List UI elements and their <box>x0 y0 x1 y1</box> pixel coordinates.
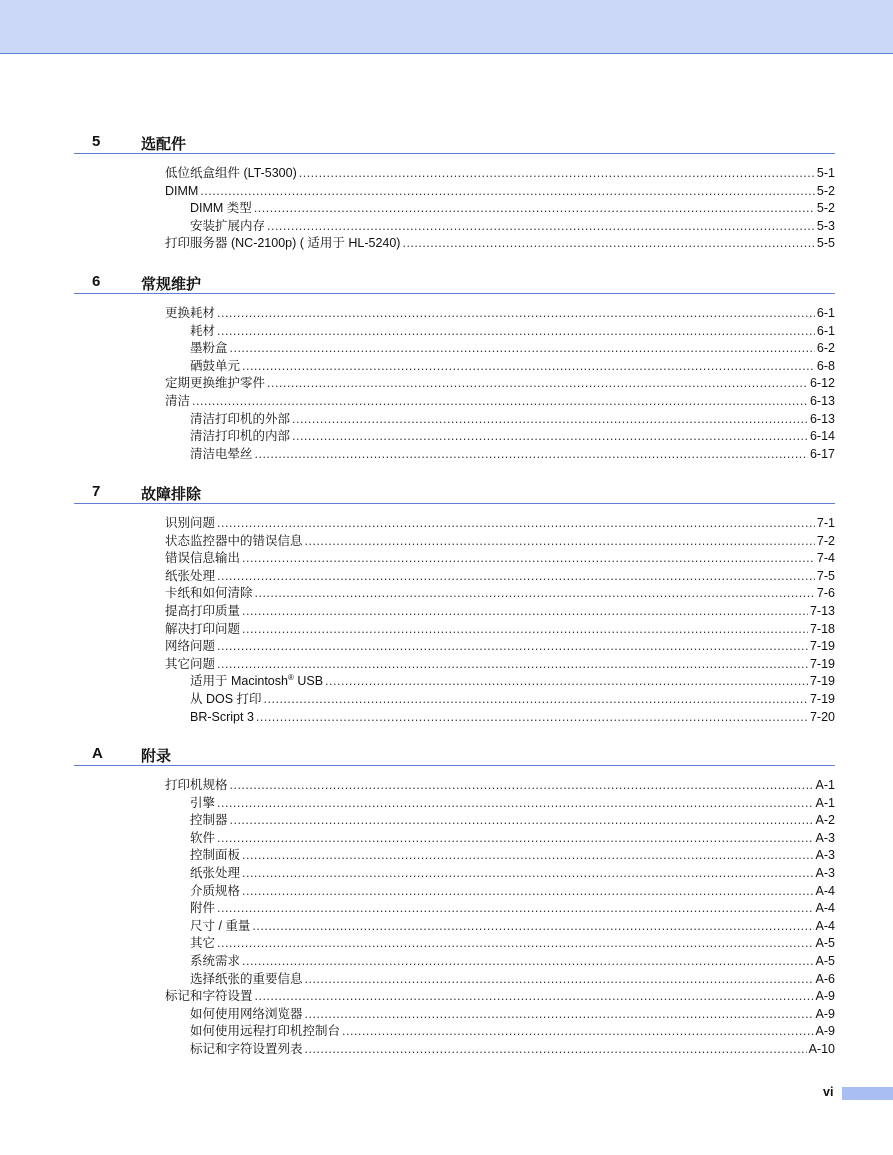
toc-entry[interactable] <box>74 515 835 533</box>
toc-entry-text: 如何使用网络浏览器 <box>190 1006 303 1021</box>
toc-entry-label <box>190 446 253 464</box>
toc-entry-page: 7-6 <box>816 586 835 601</box>
toc-entry-page: A-1 <box>815 795 835 810</box>
toc-entry[interactable] <box>74 358 835 376</box>
toc-entry-text: 系统需求 <box>190 953 241 968</box>
dot-leader <box>305 533 815 551</box>
dot-leader <box>305 971 814 989</box>
toc-entry[interactable] <box>74 393 835 411</box>
toc-entry-label <box>190 218 265 236</box>
chapter-title[interactable]: 故障排除 <box>141 486 202 503</box>
toc-entry-text: 卡纸和如何清除 <box>165 586 253 601</box>
toc-entry-label <box>165 393 190 411</box>
toc-entry-text: 介质规格 <box>190 883 241 898</box>
dot-leader <box>242 550 815 568</box>
toc-entry[interactable] <box>74 603 835 621</box>
toc-entry[interactable] <box>74 200 835 218</box>
toc-entry-page: A-4 <box>815 883 835 898</box>
toc-entry-text: 安装扩展内存 <box>190 218 266 233</box>
toc-entry-page: 7-19 <box>809 639 835 654</box>
toc-entry-label <box>190 200 252 218</box>
toc-entry[interactable] <box>74 638 835 656</box>
registered-mark: ® <box>287 673 294 683</box>
toc-entry-text: DIMM <box>165 183 199 198</box>
dot-leader <box>217 935 814 953</box>
chapter-title[interactable]: 附录 <box>141 748 172 765</box>
toc-entry[interactable] <box>74 847 835 865</box>
toc-entry-page: 7-5 <box>816 568 835 583</box>
page-number: vi <box>823 1085 834 1099</box>
chapter-5 <box>74 133 835 253</box>
dot-leader <box>217 568 815 586</box>
dot-leader <box>242 865 814 883</box>
toc-entry-text: 错误信息输出 <box>165 551 241 566</box>
toc-entry-page: 5-2 <box>816 201 835 216</box>
toc-entry-page: 6-13 <box>809 411 835 426</box>
toc-entry-label <box>190 323 215 341</box>
chapter-heading <box>74 483 835 504</box>
toc-entry-label <box>190 691 262 709</box>
toc-entry-label <box>190 918 250 936</box>
dot-leader <box>252 918 813 936</box>
toc-entry-text: 控制器 <box>190 813 228 828</box>
toc-entry-page: A-5 <box>815 936 835 951</box>
toc-entry-label <box>190 1023 340 1041</box>
toc-entry[interactable] <box>74 585 835 603</box>
toc-entry-page: 6-1 <box>816 323 835 338</box>
dot-leader <box>402 235 814 253</box>
toc-entry-page: 6-12 <box>809 376 835 391</box>
toc-entry-page: A-6 <box>815 971 835 986</box>
dot-leader <box>305 1006 814 1024</box>
toc-entry-text: 适用于 Macintosh <box>190 674 288 689</box>
toc-entry-page: A-3 <box>815 848 835 863</box>
toc-entry-label <box>190 935 215 953</box>
toc-entry-page: 7-4 <box>816 551 835 566</box>
entry-list <box>74 165 835 253</box>
toc-entry-text: 标记和字符设置 <box>165 989 253 1004</box>
toc-entry-page: A-2 <box>815 813 835 828</box>
toc-entry-text: 硒鼓单元 <box>190 358 241 373</box>
toc-entry-text: 状态监控器中的错误信息 <box>165 533 303 548</box>
toc-entry-text: 提高打印质量 <box>165 603 241 618</box>
toc-entry[interactable] <box>74 795 835 813</box>
toc-entry[interactable] <box>74 550 835 568</box>
toc-entry[interactable] <box>74 656 835 674</box>
toc-entry-page: A-10 <box>808 1041 835 1056</box>
toc-entry[interactable] <box>74 1006 835 1024</box>
toc-entry-text: 软件 <box>190 830 216 845</box>
toc-entry-text: 其它 <box>190 936 216 951</box>
toc-entry[interactable] <box>74 830 835 848</box>
toc-entry[interactable] <box>74 777 835 795</box>
toc-entry-page: 6-14 <box>809 429 835 444</box>
toc-entry-label <box>165 621 240 639</box>
toc-entry-text: 选择纸张的重要信息 <box>190 971 303 986</box>
toc-entry-label <box>165 988 253 1006</box>
toc-entry-text: 清洁 <box>165 393 191 408</box>
toc-entry-page: 7-19 <box>809 656 835 671</box>
dot-leader <box>267 375 808 393</box>
dot-leader <box>267 218 815 236</box>
dot-leader <box>242 883 814 901</box>
dot-leader <box>292 411 808 429</box>
dot-leader <box>230 777 814 795</box>
chapter-heading <box>74 133 835 154</box>
toc-entry-page: A-1 <box>815 778 835 792</box>
toc-entry-page: 6-8 <box>816 358 835 373</box>
toc-entry[interactable] <box>74 446 835 464</box>
toc-entry-label <box>165 533 303 551</box>
toc-entry-page: 5-1 <box>816 166 835 180</box>
toc-entry-label <box>190 971 303 989</box>
dot-leader <box>242 953 814 971</box>
toc-entry-text: 定期更换维护零件 <box>165 376 266 391</box>
toc-entry-text: 如何使用远程打印机控制台 <box>190 1024 341 1039</box>
toc-entry-text: 解决打印问题 <box>165 621 241 636</box>
toc-entry[interactable] <box>74 691 835 709</box>
toc-entry[interactable] <box>74 900 835 918</box>
toc-entry-text: 清洁打印机的内部 <box>190 429 291 444</box>
toc-entry[interactable] <box>74 568 835 586</box>
toc-entry[interactable] <box>74 411 835 429</box>
entry-list <box>74 305 835 463</box>
toc-entry[interactable] <box>74 428 835 446</box>
dot-leader <box>264 691 808 709</box>
toc-entry[interactable] <box>74 988 835 1006</box>
toc-entry-label <box>165 550 240 568</box>
dot-leader <box>292 428 808 446</box>
toc-entry-text: 网络问题 <box>165 639 216 654</box>
toc-entry-page: 7-18 <box>809 621 835 636</box>
toc-entry-text: 清洁打印机的外部 <box>190 411 291 426</box>
toc-entry[interactable] <box>74 183 835 201</box>
toc-entry-text-suffix: USB <box>293 674 324 689</box>
toc-entry[interactable] <box>74 375 835 393</box>
toc-entry-text: 打印服务器 (NC-2100p) ( 适用于 HL-5240) <box>165 236 401 251</box>
toc-entry[interactable] <box>74 533 835 551</box>
dot-leader <box>230 812 814 830</box>
header-band <box>0 0 893 54</box>
toc-entry-page: 5-2 <box>816 183 835 198</box>
chapter-6 <box>74 273 835 463</box>
toc-entry-page: 7-19 <box>809 674 835 689</box>
toc-entry-label <box>165 603 240 621</box>
toc-entry-text: 其它问题 <box>165 656 216 671</box>
toc-entry[interactable] <box>74 812 835 830</box>
toc-entry-label <box>165 375 265 393</box>
toc-entry-page: 6-2 <box>816 341 835 356</box>
toc-entry-text: 引擎 <box>190 795 216 810</box>
entry-list <box>74 777 835 1059</box>
toc-entry-label <box>190 428 290 446</box>
toc-entry[interactable] <box>74 883 835 901</box>
toc-entry-label <box>165 165 297 183</box>
chapter-7 <box>74 483 835 726</box>
dot-leader <box>254 200 815 218</box>
dot-leader <box>242 847 814 865</box>
dot-leader <box>217 305 815 323</box>
toc-entry-text: 纸张处理 <box>165 568 216 583</box>
dot-leader <box>242 358 815 376</box>
toc-entry-label <box>190 953 240 971</box>
toc-entry-label <box>190 795 215 813</box>
dot-leader <box>255 446 808 464</box>
toc-entry-page: 5-5 <box>816 236 835 251</box>
toc-entry-text: 低位纸盒组件 (LT-5300) <box>165 166 297 180</box>
toc-entry-label <box>190 830 215 848</box>
toc-entry-text: 打印机规格 <box>165 778 228 792</box>
toc-entry[interactable] <box>74 935 835 953</box>
dot-leader <box>299 165 815 183</box>
chapter-heading <box>74 745 835 766</box>
toc-entry[interactable] <box>74 709 835 727</box>
toc-entry-text: 标记和字符设置列表 <box>190 1041 303 1056</box>
toc-entry-page: A-4 <box>815 918 835 933</box>
toc-entry-label <box>190 812 228 830</box>
dot-leader <box>200 183 815 201</box>
toc-entry[interactable] <box>74 218 835 236</box>
toc-entry-label <box>165 777 228 795</box>
dot-leader <box>342 1023 814 1041</box>
toc-entry-label <box>165 183 198 201</box>
chapter-title[interactable]: 选配件 <box>141 136 187 153</box>
toc-entry[interactable] <box>74 1041 835 1059</box>
toc-entry-text: 耗材 <box>190 323 216 338</box>
toc-entry-label <box>165 305 215 323</box>
toc-entry-label <box>190 865 240 883</box>
chapter-number: 5 <box>92 133 101 150</box>
toc-entry-text: 附件 <box>190 901 216 916</box>
dot-leader <box>217 515 815 533</box>
toc-entry-text: BR-Script 3 <box>190 709 254 724</box>
toc-entry[interactable] <box>74 235 835 253</box>
toc-entry-text: 墨粉盒 <box>190 341 228 356</box>
toc-entry-text: 识别问题 <box>165 516 216 530</box>
toc-entry-page: 6-1 <box>816 306 835 320</box>
toc-entry-page: A-9 <box>815 1024 835 1039</box>
toc-entry-label <box>190 900 215 918</box>
toc-entry-label <box>190 847 240 865</box>
chapter-heading <box>74 273 835 294</box>
toc-entry-page: A-3 <box>815 830 835 845</box>
toc-entry-page: A-3 <box>815 865 835 880</box>
toc-entry-label <box>190 883 240 901</box>
toc-entry[interactable] <box>74 165 835 183</box>
toc-entry[interactable] <box>74 673 835 691</box>
dot-leader <box>255 585 815 603</box>
dot-leader <box>305 1041 807 1059</box>
dot-leader <box>217 900 814 918</box>
entry-list <box>74 515 835 726</box>
toc-entry-page: 6-17 <box>809 446 835 461</box>
toc-entry[interactable] <box>74 918 835 936</box>
toc-entry-label <box>165 235 400 253</box>
toc-entry-page: 7-19 <box>809 691 835 706</box>
toc-entry-text: DIMM 类型 <box>190 201 252 216</box>
chapter-number: 6 <box>92 273 101 290</box>
toc-entry-label <box>165 515 215 533</box>
toc-entry-label <box>190 673 323 691</box>
toc-entry-page: A-9 <box>815 1006 835 1021</box>
toc-entry[interactable] <box>74 340 835 358</box>
toc-entry[interactable] <box>74 621 835 639</box>
toc-entry-label <box>190 340 228 358</box>
toc-entry-page: A-4 <box>815 901 835 916</box>
chapter-number: A <box>92 745 103 762</box>
toc-entry-label <box>190 1041 303 1059</box>
dot-leader <box>217 795 814 813</box>
toc-entry-page: A-9 <box>815 989 835 1004</box>
toc-entry-label <box>165 568 215 586</box>
dot-leader <box>230 340 815 358</box>
toc-entry-text: 尺寸 / 重量 <box>190 918 251 933</box>
toc-entry-page: A-5 <box>815 953 835 968</box>
toc-entry-text: 从 DOS 打印 <box>190 691 262 706</box>
toc-entry-page: 7-1 <box>816 516 835 530</box>
toc-entry-label <box>190 358 240 376</box>
toc-entry-text: 清洁电晕丝 <box>190 446 253 461</box>
dot-leader <box>217 830 814 848</box>
toc-entry-page: 6-13 <box>809 393 835 408</box>
dot-leader <box>217 323 815 341</box>
toc-entry[interactable] <box>74 865 835 883</box>
toc-entry[interactable] <box>74 305 835 323</box>
toc-entry-label <box>190 709 254 727</box>
toc-entry-label <box>190 411 290 429</box>
toc-entry-page: 5-3 <box>816 218 835 233</box>
toc-entry-page: 7-13 <box>809 603 835 618</box>
chapter-number: 7 <box>92 483 101 500</box>
chapter-appendix <box>74 745 835 1059</box>
toc-entry-text: 控制面板 <box>190 848 241 863</box>
dot-leader <box>242 621 808 639</box>
toc-entry-label <box>165 638 215 656</box>
footer-tab <box>842 1087 893 1100</box>
toc-entry-text: 纸张处理 <box>190 865 241 880</box>
toc-entry-page: 7-2 <box>816 533 835 548</box>
toc-entry[interactable] <box>74 323 835 341</box>
toc-entry-label <box>165 585 253 603</box>
toc-entry[interactable] <box>74 1023 835 1041</box>
dot-leader <box>192 393 808 411</box>
chapter-title[interactable]: 常规维护 <box>141 276 202 293</box>
toc-entry-label <box>165 656 215 674</box>
dot-leader <box>217 638 808 656</box>
dot-leader <box>242 603 808 621</box>
toc-entry[interactable] <box>74 953 835 971</box>
dot-leader <box>256 709 808 727</box>
toc-entry-label <box>190 1006 303 1024</box>
dot-leader <box>255 988 814 1006</box>
dot-leader <box>217 656 808 674</box>
dot-leader <box>325 673 808 691</box>
toc-entry-page: 7-20 <box>809 709 835 724</box>
toc-entry[interactable] <box>74 971 835 989</box>
toc-entry-text: 更换耗材 <box>165 306 216 320</box>
